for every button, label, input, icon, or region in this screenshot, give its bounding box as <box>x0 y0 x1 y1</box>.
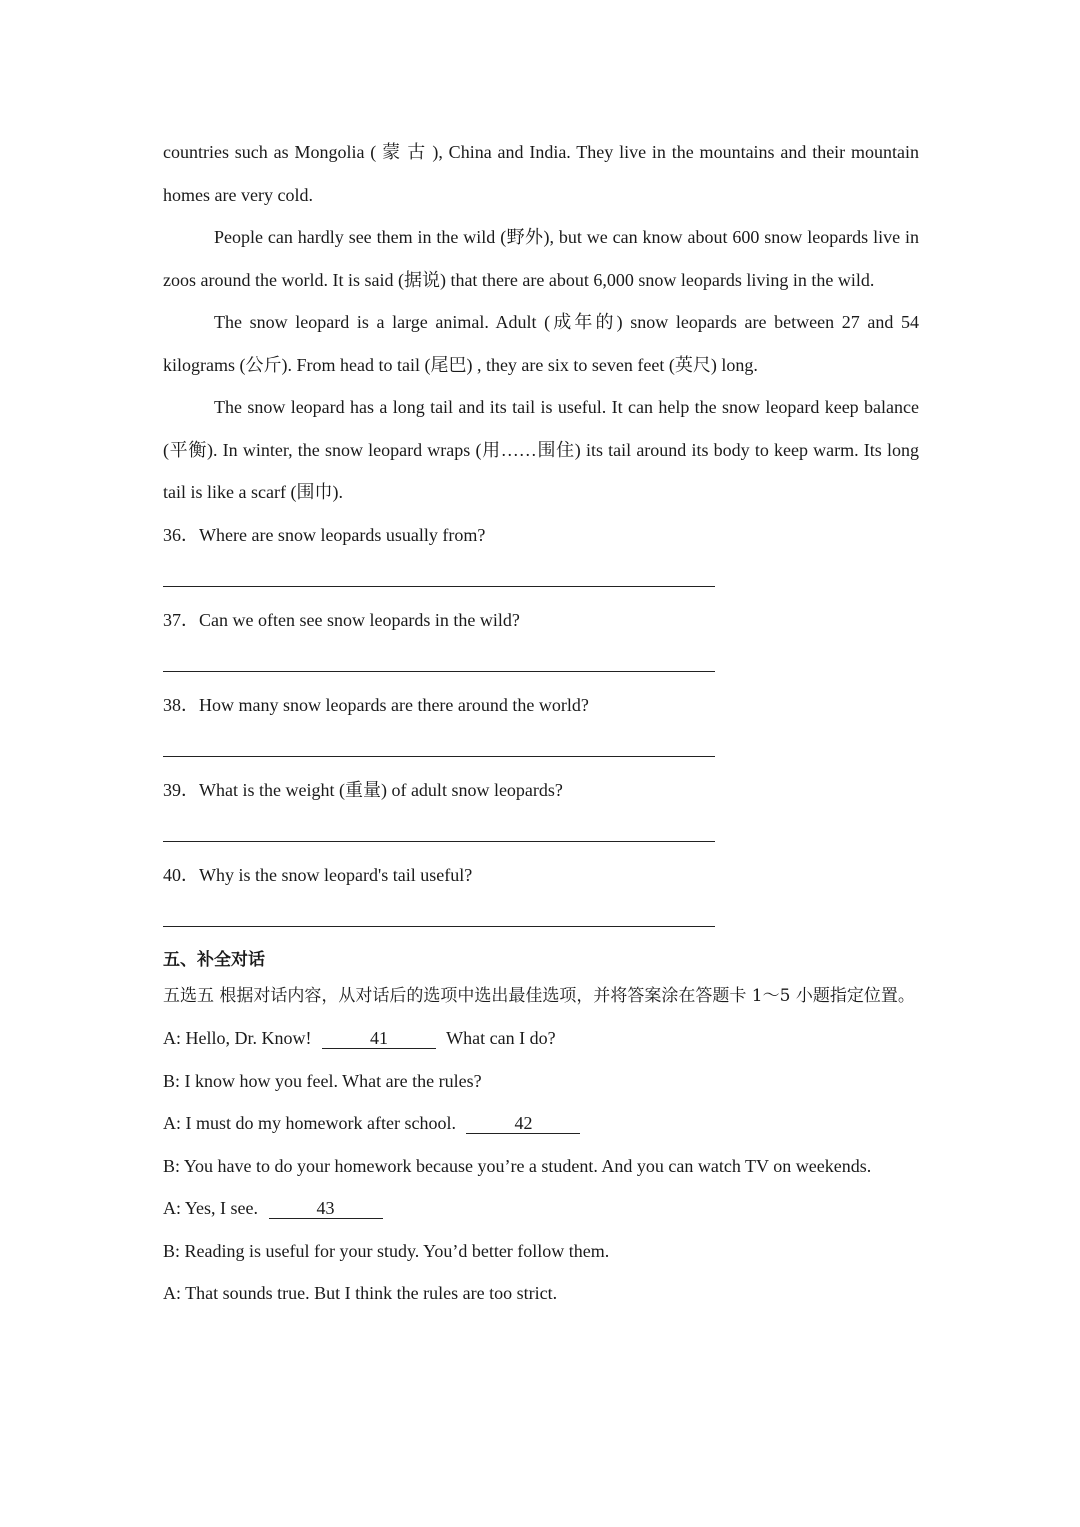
section-title: 五、补全对话 <box>163 949 265 970</box>
question-36 <box>163 514 919 599</box>
answer-line[interactable] <box>163 811 715 854</box>
passage-paragraph-4: The snow leopard has a long tail and its tail is useful. It can help the snow leopard keep balance (平衡). In winter, the snow leopard wraps (用……围住) its tail around its body to keep warm. Its long tail is like a scarf (围巾). <box>163 397 919 502</box>
question-37 <box>163 599 919 684</box>
question-text: 39．What is the weight (重量) of adult snow leopards? <box>163 779 563 800</box>
question-text: 38．How many snow leopards are there around the world? <box>163 694 589 715</box>
dialog-line-3 <box>163 1102 919 1145</box>
dialog-line-4: B: You have to do your homework because you’re a student. And you can watch TV on weekends. <box>163 1155 872 1176</box>
answer-line[interactable] <box>163 641 715 684</box>
answer-line[interactable] <box>163 726 715 769</box>
dialog-text: A: Yes, I see. <box>163 1198 259 1218</box>
dialog-line-6: B: Reading is useful for your study. You’d better follow them. <box>163 1240 610 1261</box>
dialog-text: What can I do? <box>446 1028 556 1048</box>
question-text: 40．Why is the snow leopard's tail useful? <box>163 864 473 885</box>
passage-paragraph-1: countries such as Mongolia ( 蒙 古 ), China and India. They live in the mountains and their mountain homes are very cold. <box>163 142 919 205</box>
dialog-text: A: Hello, Dr. Know! <box>163 1028 312 1048</box>
question-text: 37．Can we often see snow leopards in the wild? <box>163 609 520 630</box>
dialog-line-7: A: That sounds true. But I think the rules are too strict. <box>163 1283 558 1303</box>
question-38 <box>163 684 919 769</box>
dialog-line-2: B: I know how you feel. What are the rules? <box>163 1070 482 1091</box>
exam-page <box>163 131 919 1315</box>
dialog-line-5 <box>163 1187 919 1230</box>
blank-42[interactable]: 42 <box>466 1113 580 1134</box>
question-40 <box>163 854 919 939</box>
passage-paragraph-3: The snow leopard is a large animal. Adult (成年的) snow leopards are between 27 and 54 kilograms (公斤). From head to tail (尾巴) , they are six to seven feet (英尺) long. <box>163 312 919 375</box>
answer-line[interactable] <box>163 556 715 599</box>
passage-paragraph-2: People can hardly see them in the wild (野外), but we can know about 600 snow leopards live in zoos around the world. It is said (据说) that there are about 6,000 snow leopards living in the wild. <box>163 227 919 290</box>
blank-41[interactable]: 41 <box>322 1028 436 1049</box>
blank-43[interactable]: 43 <box>269 1198 383 1219</box>
section-instructions: 五选五 根据对话内容，从对话后的选项中选出最佳选项，并将答案涂在答题卡 1～5 小题指定位置。 <box>163 985 915 1006</box>
dialog-line-1 <box>163 1017 919 1060</box>
question-39 <box>163 769 919 854</box>
question-text: 36．Where are snow leopards usually from? <box>163 524 486 545</box>
dialog-text: A: I must do my homework after school. <box>163 1113 456 1133</box>
answer-line[interactable] <box>163 896 715 939</box>
